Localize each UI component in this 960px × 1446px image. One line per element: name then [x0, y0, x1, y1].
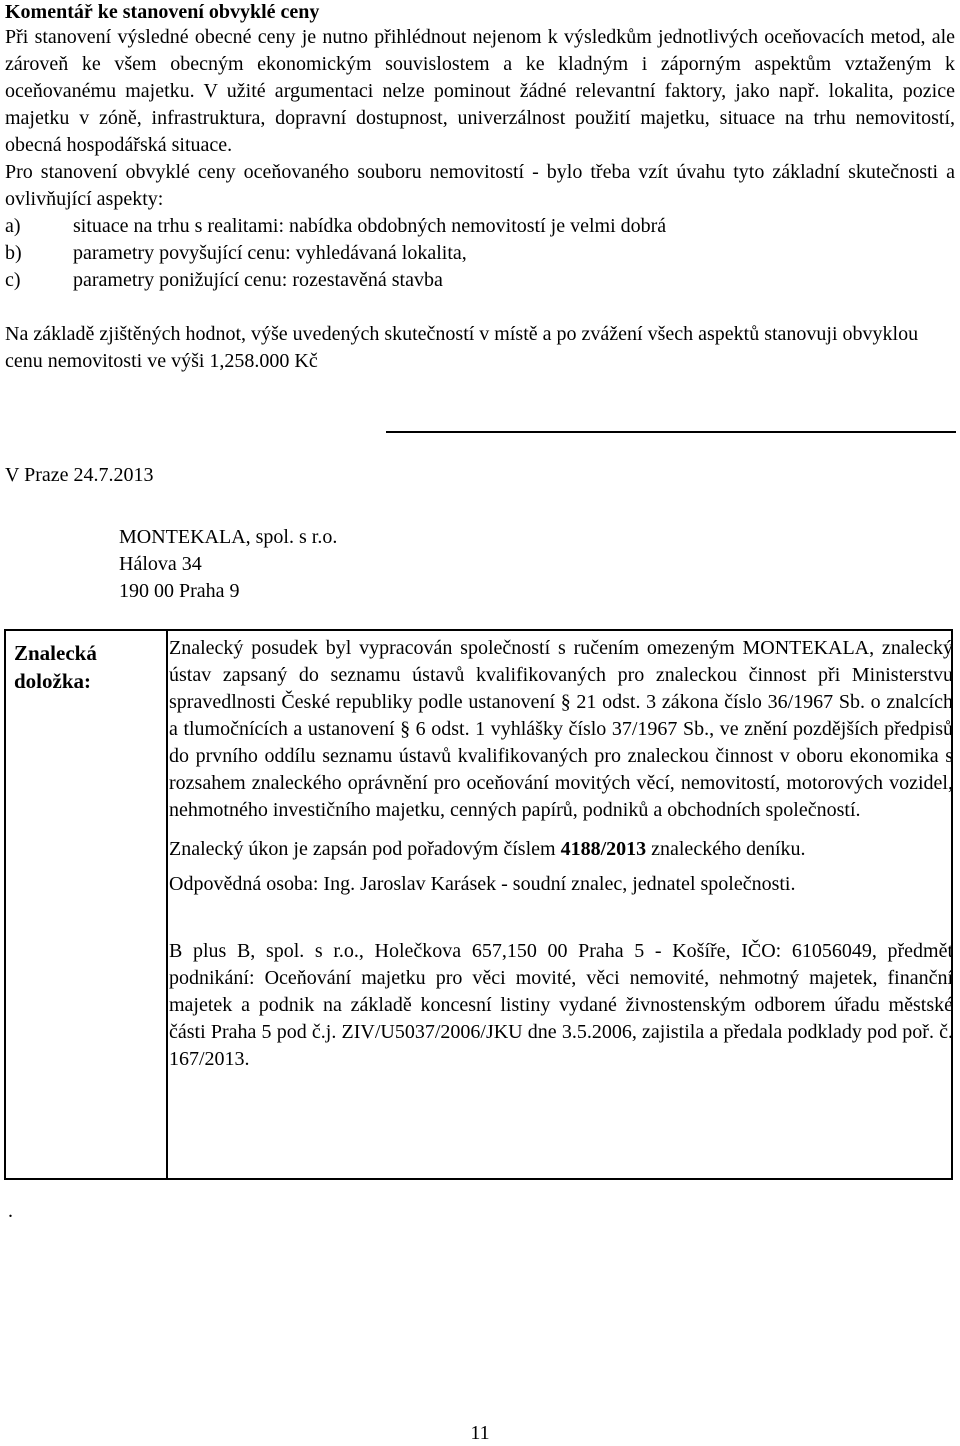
list-marker: b)	[5, 242, 22, 264]
list-item	[5, 213, 955, 240]
list-marker: a)	[5, 215, 21, 237]
stray-dot: .	[8, 1200, 13, 1222]
firm-street: Hálova 34	[119, 553, 202, 575]
valuation-comment-section	[5, 0, 955, 375]
firm-name: MONTEKALA, spol. s r.o.	[119, 526, 338, 548]
clause-text-3: Odpovědná osoba: Ing. Jaroslav Karásek - soudní znalec, jednatel společnosti.	[169, 873, 796, 895]
page-number: 11	[470, 1422, 490, 1444]
registry-number: 4188/2013	[560, 838, 647, 860]
list-item	[5, 240, 955, 267]
aspects-list	[5, 213, 955, 294]
clause-text-1: Znalecký posudek byl vypracován společností s ručením omezeným MONTEKALA, znalecký ústav zapsaný do seznamu ústavů kvalifikovaných pro znaleckou činnost při Ministerstvu spravedlnosti České republiky podle ustanovení § 21 odst. 3 zákona číslo 36/1967 Sb. o znalcích a tlumočnících a ustanovení § 6 odst. 1 vyhlášky číslo 37/1967 Sb., ve znění pozdějších předpisů do prvního oddílu seznamu ústavů kvalifikovaných pro znaleckou činnost v oboru ekonomika s rozsahem znaleckého oprávnění pro oceňování movitých věcí, nemovitostí, motorových vozidel, nehmotného investičního majetku, cenných papírů, podniků a obchodních společností.	[169, 637, 953, 821]
list-item	[5, 267, 955, 294]
clause-label-line1: Znalecká	[14, 641, 97, 665]
clause-text-4: B plus B, spol. s r.o., Holečkova 657,150 00 Praha 5 - Košíře, IČO: 61056049, předmět podnikání: Oceňování majetku pro věci movité, věci nemovité, nehmotný majetek, finanční majetek a podnik na základě koncesní listiny vydané živnostenským odborem úřadu městské části Praha 5 pod č.j. ZIV/U5037/2006/JKU dne 3.5.2006, zajistila a předala podklady pod poř. č. 167/2013.	[169, 940, 953, 1070]
list-item-text: parametry povyšující cenu: vyhledávaná lokalita,	[73, 242, 467, 264]
clause-content	[169, 635, 953, 1073]
conclusion-paragraph: Na základě zjištěných hodnot, výše uvedených skutečností v místě a po zvážení všech aspektů stanovuji obvyklou cenu nemovitosti ve výši 1,258.000 Kč	[5, 323, 919, 372]
expert-clause-box	[4, 629, 953, 1180]
list-marker: c)	[5, 269, 21, 291]
firm-city: 190 00 Praha 9	[119, 580, 240, 602]
section-title: Komentář ke stanovení obvyklé ceny	[5, 1, 320, 23]
list-item-text: parametry ponižující cenu: rozestavěná stavba	[73, 269, 443, 291]
clause-text-2	[169, 836, 953, 863]
firm-address	[119, 524, 337, 605]
place-date: V Praze 24.7.2013	[5, 464, 154, 486]
clause-text-2-after: znaleckého deníku.	[646, 838, 806, 860]
paragraph-2: Pro stanovení obvyklé ceny oceňovaného souboru nemovitostí - bylo třeba vzít úvahu tyto základní skutečnosti a ovlivňující aspekty:	[5, 161, 955, 210]
paragraph-1: Při stanovení výsledné obecné ceny je nutno přihlédnout nejenom k výsledkům jednotlivých oceňovacích metod, ale zároveň ke všem obecným ekonomickým souvislostem a ke kladným i záporným aspektům vztaženým k oceňovanému majetku. V užité argumentaci nelze pominout žádné relevantní faktory, jako např. lokalita, pozice majetku v zóně, infrastruktura, dopravní dostupnost, univerzálnost použití majetku, situace na trhu nemovitostí, obecná hospodářská situace.	[5, 26, 955, 156]
horizontal-rule	[386, 431, 956, 433]
clause-label-line2: doložka:	[14, 669, 92, 693]
clause-label	[14, 639, 162, 695]
clause-text-2-before: Znalecký úkon je zapsán pod pořadovým číslem	[169, 838, 561, 860]
box-divider	[166, 631, 168, 1178]
list-item-text: situace na trhu s realitami: nabídka obdobných nemovitostí je velmi dobrá	[73, 215, 667, 237]
